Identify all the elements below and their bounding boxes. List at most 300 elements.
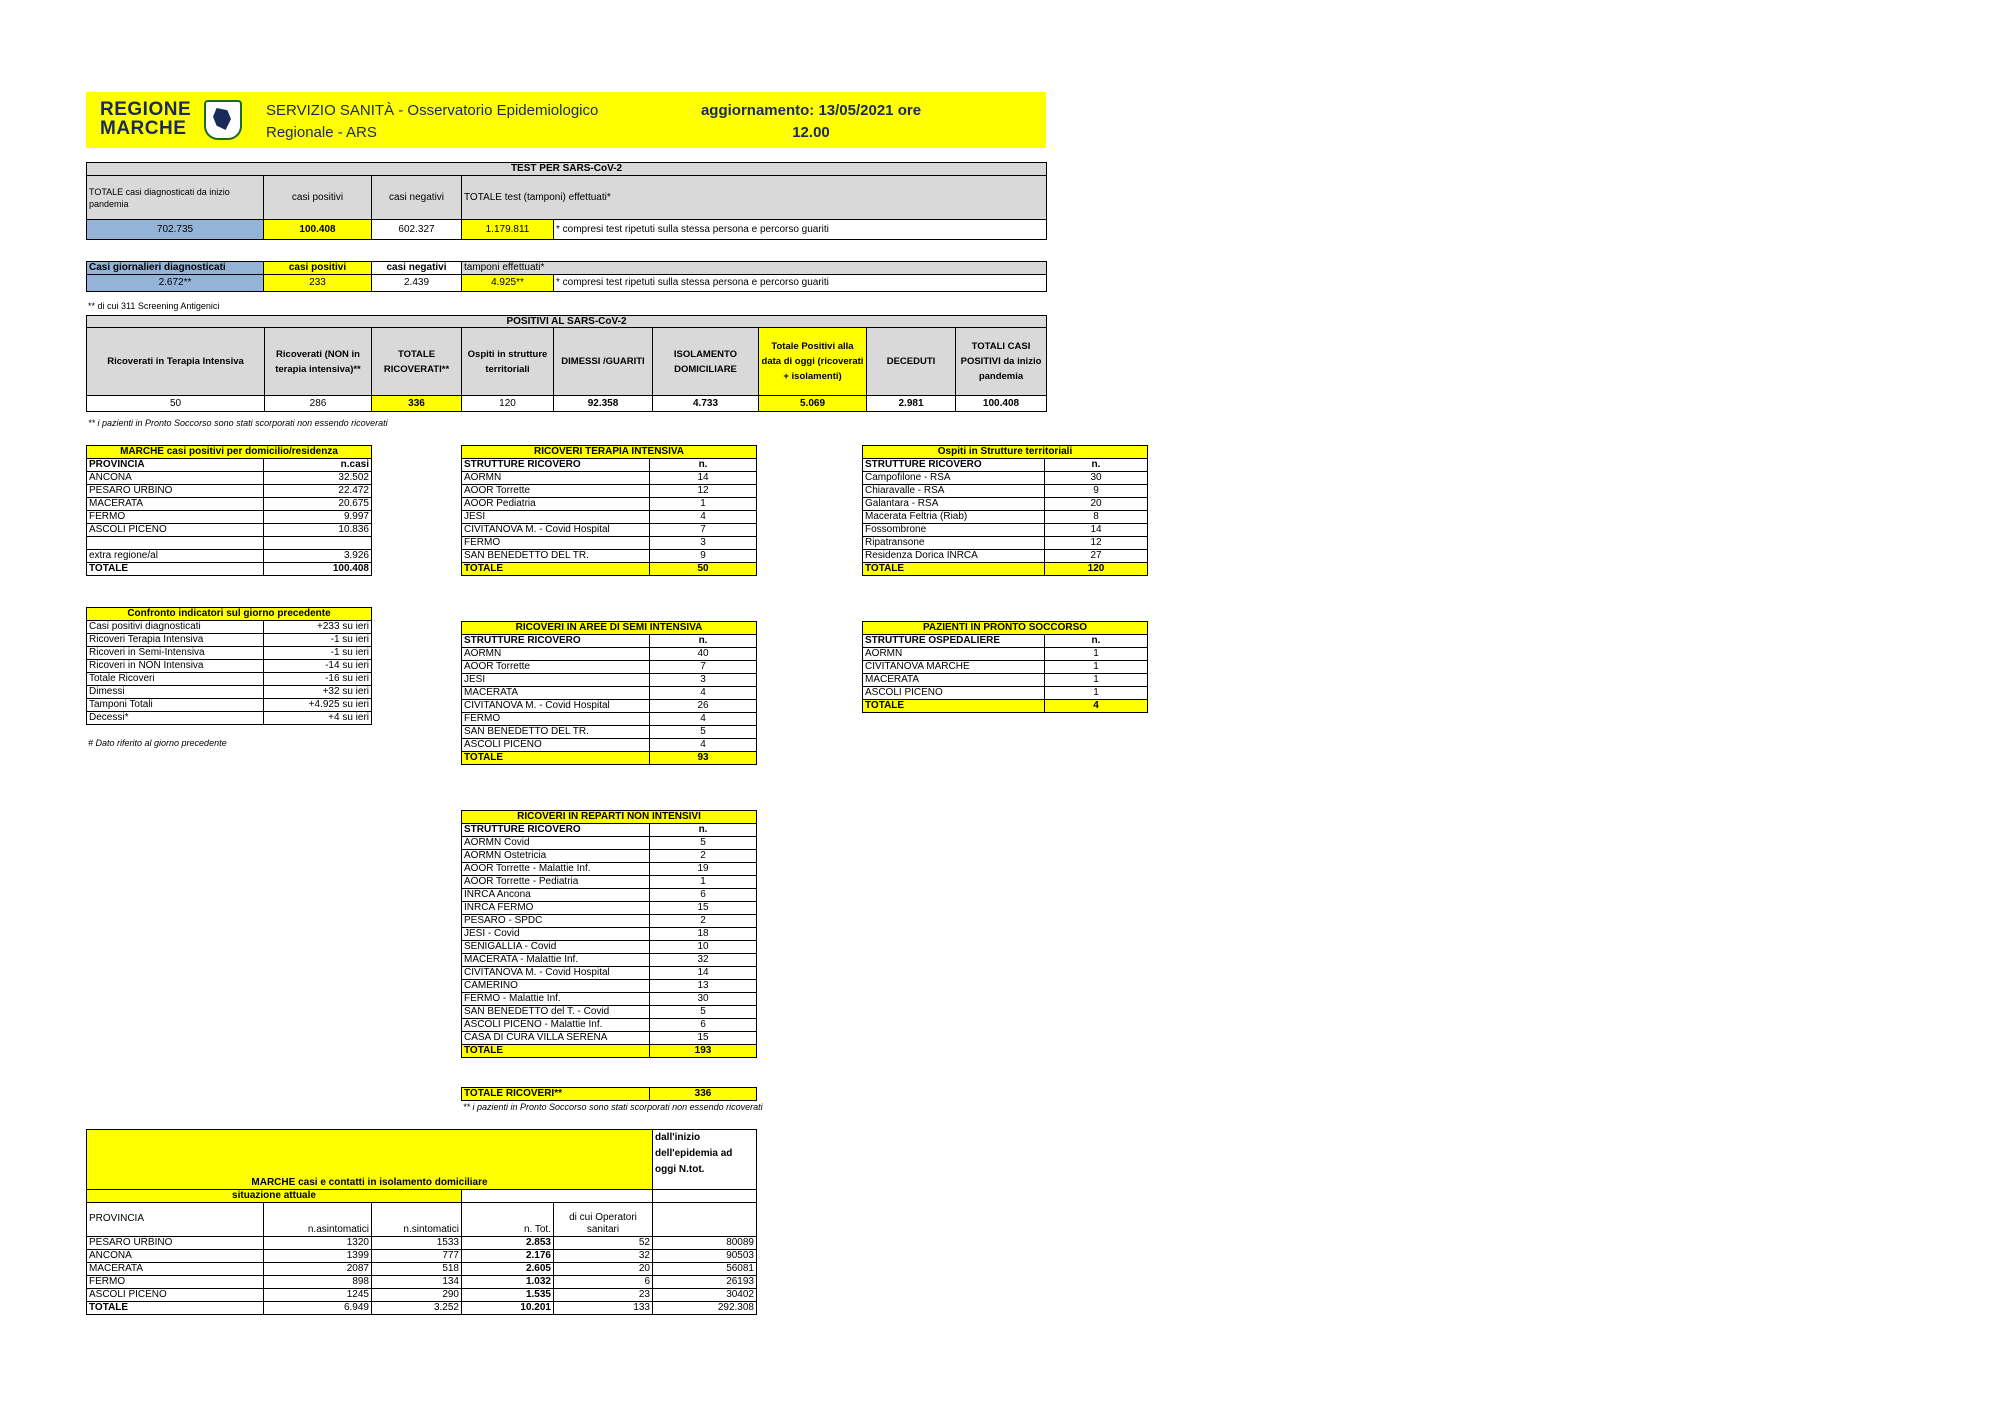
terapia-intensiva-title: RICOVERI TERAPIA INTENSIVA: [462, 446, 757, 459]
totale-ricoveri-value: 336: [650, 1088, 757, 1101]
confronto-row-value: -1 su ieri: [264, 647, 372, 660]
positivi-value: 286: [265, 396, 372, 412]
non-intensivi-row: [462, 980, 757, 993]
non-intensivi-row-name: INRCA Ancona: [462, 889, 650, 902]
non-intensivi-header-value: n.: [650, 824, 757, 837]
positivi-value: 5.069: [759, 396, 867, 412]
ospiti-row-value: 9: [1045, 485, 1148, 498]
pronto-soccorso-row-name: MACERATA: [863, 674, 1045, 687]
non-intensivi-row-value: 1: [650, 876, 757, 889]
non-intensivi-row: [462, 928, 757, 941]
terapia-intensiva-row: [462, 550, 757, 563]
isolamento-row: [87, 1275, 757, 1288]
ospiti-row: [863, 498, 1148, 511]
isolamento-total-row: [87, 1301, 757, 1314]
regione-marche-logo: REGIONE MARCHE: [100, 99, 192, 139]
isolamento-header: di cui Operatori sanitari: [554, 1202, 653, 1236]
semi-intensiva-row-name: CIVITANOVA M. - Covid Hospital: [462, 700, 650, 713]
terapia-intensiva-row-name: AOOR Torrette: [462, 485, 650, 498]
isolamento-cell: 290: [372, 1288, 462, 1301]
non-intensivi-row-name: AORMN Ostetricia: [462, 850, 650, 863]
province-row: [87, 498, 372, 511]
ospiti-row: [863, 550, 1148, 563]
non-intensivi-row: [462, 837, 757, 850]
ospiti-row-value: 12: [1045, 537, 1148, 550]
semi-intensiva-row-name: AOOR Torrette: [462, 661, 650, 674]
confronto-row-name: Tamponi Totali: [87, 699, 264, 712]
non-intensivi-row-name: INRCA FERMO: [462, 902, 650, 915]
positivi-value: 92.358: [554, 396, 653, 412]
semi-intensiva-row-value: 3: [650, 674, 757, 687]
terapia-intensiva-row-name: AORMN: [462, 472, 650, 485]
ospiti-row: [863, 485, 1148, 498]
isolamento-row: [87, 1236, 757, 1249]
semi-intensiva-row-value: 26: [650, 700, 757, 713]
non-intensivi-row: [462, 876, 757, 889]
confronto-row: [87, 647, 372, 660]
ospiti-row: [863, 511, 1148, 524]
positivi-value: 120: [462, 396, 554, 412]
pronto-soccorso-header-name: STRUTTURE OSPEDALIERE: [863, 635, 1045, 648]
terapia-intensiva-header-value: n.: [650, 459, 757, 472]
confronto-note: # Dato riferito al giorno precedente: [88, 738, 227, 748]
semi-intensiva-row: [462, 674, 757, 687]
confronto-row-value: +233 su ieri: [264, 621, 372, 634]
terapia-intensiva-row: [462, 472, 757, 485]
isolamento-header: n. Tot.: [462, 1202, 554, 1236]
semi-intensiva-row: [462, 726, 757, 739]
isolamento-cell: PESARO URBINO: [87, 1236, 264, 1249]
isolamento-title: MARCHE casi e contatti in isolamento domiciliare: [87, 1177, 653, 1190]
daily-table: [86, 261, 1047, 292]
non-intensivi-row: [462, 1006, 757, 1019]
isolamento-cell: 26193: [653, 1275, 757, 1288]
ospiti-title: Ospiti in Strutture territoriali: [863, 446, 1148, 459]
test-header-tamponi: TOTALE test (tamponi) effettuati*: [462, 176, 1047, 220]
province-row-value: 9.997: [264, 511, 372, 524]
province-row-name: extra regione/al: [87, 550, 264, 563]
regione-marche-emblem-icon: [204, 100, 242, 140]
semi-intensiva-row: [462, 700, 757, 713]
positivi-header: Totale Positivi alla data di oggi (ricoverati + isolamenti): [759, 328, 867, 396]
confronto-row: [87, 621, 372, 634]
non-intensivi-row-name: AOOR Torrette - Malattie Inf.: [462, 863, 650, 876]
isolamento-cell: ANCONA: [87, 1249, 264, 1262]
positivi-header: Ricoverati in Terapia Intensiva: [87, 328, 265, 396]
province-row: [87, 550, 372, 563]
ospiti-row-value: 30: [1045, 472, 1148, 485]
page-title: SERVIZIO SANITÀ - Osservatorio Epidemiologico Regionale - ARS: [266, 102, 599, 141]
ospiti-header-name: STRUTTURE RICOVERO: [863, 459, 1045, 472]
semi-intensiva-row-name: SAN BENEDETTO DEL TR.: [462, 726, 650, 739]
isolamento-total-cell: 292.308: [653, 1301, 757, 1314]
confronto-row-value: -1 su ieri: [264, 634, 372, 647]
terapia-intensiva-row-name: AOOR Pediatria: [462, 498, 650, 511]
semi-intensiva-row-value: 4: [650, 687, 757, 700]
confronto-row-value: +4.925 su ieri: [264, 699, 372, 712]
isolamento-row: [87, 1288, 757, 1301]
isolamento-cell: 2.605: [462, 1262, 554, 1275]
non-intensivi-row: [462, 915, 757, 928]
confronto-row-name: Decessi*: [87, 712, 264, 725]
isolamento-cell: 2.853: [462, 1236, 554, 1249]
test-title: TEST PER SARS-CoV-2: [87, 163, 1047, 176]
positivi-header: Ricoverati (NON in terapia intensiva)**: [265, 328, 372, 396]
semi-intensiva-title: RICOVERI IN AREE DI SEMI INTENSIVA: [462, 622, 757, 635]
isolamento-cell: 90503: [653, 1249, 757, 1262]
ospiti-row: [863, 537, 1148, 550]
isolamento-header: n.sintomatici: [372, 1202, 462, 1236]
confronto-title: Confronto indicatori sul giorno precedente: [87, 608, 372, 621]
isolamento-row: [87, 1249, 757, 1262]
pronto-soccorso-row-value: 1: [1045, 648, 1148, 661]
non-intensivi-row-value: 32: [650, 954, 757, 967]
non-intensivi-row-name: ASCOLI PICENO - Malattie Inf.: [462, 1019, 650, 1032]
non-intensivi-row-name: AOOR Torrette - Pediatria: [462, 876, 650, 889]
non-intensivi-row-value: 6: [650, 889, 757, 902]
province-row: [87, 485, 372, 498]
confronto-table: [86, 607, 372, 725]
ospiti-row-name: Ripatransone: [863, 537, 1045, 550]
confronto-row-value: -14 su ieri: [264, 660, 372, 673]
semi-intensiva-row-value: 40: [650, 648, 757, 661]
non-intensivi-title: RICOVERI IN REPARTI NON INTENSIVI: [462, 811, 757, 824]
non-intensivi-row: [462, 993, 757, 1006]
isolamento-cell: 777: [372, 1249, 462, 1262]
semi-intensiva-row-name: MACERATA: [462, 687, 650, 700]
isolamento-cell: 6: [554, 1275, 653, 1288]
pronto-soccorso-row-name: AORMN: [863, 648, 1045, 661]
terapia-intensiva-row-value: 12: [650, 485, 757, 498]
ospiti-row-value: 8: [1045, 511, 1148, 524]
positivi-header: DECEDUTI: [867, 328, 956, 396]
non-intensivi-row: [462, 850, 757, 863]
non-intensivi-row: [462, 863, 757, 876]
non-intensivi-row-value: 5: [650, 1006, 757, 1019]
positivi-value: 4.733: [653, 396, 759, 412]
terapia-intensiva-row-name: SAN BENEDETTO DEL TR.: [462, 550, 650, 563]
confronto-row-name: Dimessi: [87, 686, 264, 699]
ospiti-table: [862, 445, 1148, 576]
ospiti-row-name: Residenza Dorica INRCA: [863, 550, 1045, 563]
pronto-soccorso-row-name: ASCOLI PICENO: [863, 687, 1045, 700]
ospiti-row-name: Chiaravalle - RSA: [863, 485, 1045, 498]
non-intensivi-row-value: 14: [650, 967, 757, 980]
semi-intensiva-row-name: JESI: [462, 674, 650, 687]
confronto-row: [87, 686, 372, 699]
confronto-row-name: Ricoveri in Semi-Intensiva: [87, 647, 264, 660]
province-total-label: TOTALE: [87, 563, 264, 576]
totale-ricoveri-label: TOTALE RICOVERI**: [462, 1088, 650, 1101]
province-header-value: n.casi: [264, 459, 372, 472]
non-intensivi-row-name: AORMN Covid: [462, 837, 650, 850]
terapia-intensiva-row: [462, 537, 757, 550]
province-row-value: [264, 537, 372, 550]
isolamento-total-cell: 133: [554, 1301, 653, 1314]
isolamento-right-header: dall'inizio dell'epidemia ad oggi N.tot.: [653, 1130, 757, 1190]
isolamento-cell: 1.032: [462, 1275, 554, 1288]
test-header-negative: casi negativi: [372, 176, 462, 220]
terapia-intensiva-row-value: 9: [650, 550, 757, 563]
non-intensivi-row-name: FERMO - Malattie Inf.: [462, 993, 650, 1006]
semi-intensiva-row-name: ASCOLI PICENO: [462, 739, 650, 752]
province-table: [86, 445, 372, 576]
semi-intensiva-total-value: 93: [650, 752, 757, 765]
semi-intensiva-total-label: TOTALE: [462, 752, 650, 765]
isolamento-cell: FERMO: [87, 1275, 264, 1288]
ospiti-row: [863, 472, 1148, 485]
pronto-soccorso-row-value: 1: [1045, 687, 1148, 700]
terapia-intensiva-row-name: JESI: [462, 511, 650, 524]
ospiti-row-name: Campofilone - RSA: [863, 472, 1045, 485]
non-intensivi-row-name: CIVITANOVA M. - Covid Hospital: [462, 967, 650, 980]
non-intensivi-row-value: 2: [650, 850, 757, 863]
non-intensivi-row: [462, 967, 757, 980]
pronto-soccorso-total-label: TOTALE: [863, 700, 1045, 713]
semi-intensiva-row-value: 5: [650, 726, 757, 739]
confronto-row: [87, 634, 372, 647]
non-intensivi-table: [461, 810, 757, 1058]
semi-intensiva-row: [462, 661, 757, 674]
semi-intensiva-row: [462, 687, 757, 700]
terapia-intensiva-row-name: FERMO: [462, 537, 650, 550]
terapia-intensiva-row-name: CIVITANOVA M. - Covid Hospital: [462, 524, 650, 537]
daily-footnote: ** di cui 311 Screening Antigenici: [88, 301, 220, 311]
ospiti-row-name: Macerata Feltria (Riab): [863, 511, 1045, 524]
test-value-total: 702.735: [87, 220, 264, 240]
non-intensivi-row-value: 30: [650, 993, 757, 1006]
non-intensivi-row-value: 15: [650, 902, 757, 915]
isolamento-total-cell: 3.252: [372, 1301, 462, 1314]
confronto-row-name: Ricoveri Terapia Intensiva: [87, 634, 264, 647]
test-table: [86, 162, 1047, 240]
isolamento-total-cell: 6.949: [264, 1301, 372, 1314]
totale-ricoveri-note: ** i pazienti in Pronto Soccorso sono stati scorporati non essendo ricoverati: [463, 1102, 763, 1112]
confronto-row: [87, 660, 372, 673]
confronto-row-name: Ricoveri in NON Intensiva: [87, 660, 264, 673]
semi-intensiva-row: [462, 713, 757, 726]
non-intensivi-row: [462, 954, 757, 967]
isolamento-cell: 518: [372, 1262, 462, 1275]
ospiti-row-value: 27: [1045, 550, 1148, 563]
non-intensivi-total-value: 193: [650, 1045, 757, 1058]
province-row-value: 22.472: [264, 485, 372, 498]
pronto-soccorso-row: [863, 661, 1148, 674]
province-row: [87, 537, 372, 550]
test-value-tamponi: 1.179.811: [462, 220, 554, 240]
ospiti-row-name: Fossombrone: [863, 524, 1045, 537]
positivi-header: Ospiti in strutture territoriali: [462, 328, 554, 396]
terapia-intensiva-row-value: 14: [650, 472, 757, 485]
pronto-soccorso-row-value: 1: [1045, 674, 1148, 687]
non-intensivi-header-name: STRUTTURE RICOVERO: [462, 824, 650, 837]
positivi-header: ISOLAMENTO DOMICILIARE: [653, 328, 759, 396]
non-intensivi-row-name: SAN BENEDETTO del T. - Covid: [462, 1006, 650, 1019]
daily-value-tamponi: 4.925**: [462, 275, 554, 292]
pronto-soccorso-row-value: 1: [1045, 661, 1148, 674]
terapia-intensiva-row-value: 1: [650, 498, 757, 511]
non-intensivi-row-name: MACERATA - Malattie Inf.: [462, 954, 650, 967]
isolamento-cell: 52: [554, 1236, 653, 1249]
non-intensivi-row-name: CAMERINO: [462, 980, 650, 993]
isolamento-cell: 1533: [372, 1236, 462, 1249]
positivi-value: 50: [87, 396, 265, 412]
ospiti-row-value: 14: [1045, 524, 1148, 537]
ospiti-total-value: 120: [1045, 563, 1148, 576]
semi-intensiva-row-name: FERMO: [462, 713, 650, 726]
isolamento-cell: 56081: [653, 1262, 757, 1275]
pronto-soccorso-row: [863, 674, 1148, 687]
non-intensivi-row-value: 5: [650, 837, 757, 850]
non-intensivi-row: [462, 902, 757, 915]
positivi-header: TOTALI CASI POSITIVI da inizio pandemia: [956, 328, 1047, 396]
province-row-name: FERMO: [87, 511, 264, 524]
non-intensivi-row-value: 13: [650, 980, 757, 993]
confronto-row-name: Casi positivi diagnosticati: [87, 621, 264, 634]
test-value-positive: 100.408: [264, 220, 372, 240]
daily-value-negative: 2.439: [372, 275, 462, 292]
positivi-value: 336: [372, 396, 462, 412]
province-row: [87, 524, 372, 537]
test-value-negative: 602.327: [372, 220, 462, 240]
pronto-soccorso-row: [863, 687, 1148, 700]
positivi-header: TOTALE RICOVERATI**: [372, 328, 462, 396]
confronto-row-value: +4 su ieri: [264, 712, 372, 725]
non-intensivi-row-value: 15: [650, 1032, 757, 1045]
daily-header-positive: casi positivi: [264, 262, 372, 275]
terapia-intensiva-row-value: 4: [650, 511, 757, 524]
isolamento-header: PROVINCIA: [87, 1202, 264, 1236]
non-intensivi-row: [462, 1032, 757, 1045]
isolamento-total-cell: TOTALE: [87, 1301, 264, 1314]
province-title: MARCHE casi positivi per domicilio/residenza: [87, 446, 372, 459]
confronto-row-value: +32 su ieri: [264, 686, 372, 699]
isolamento-cell: 1320: [264, 1236, 372, 1249]
positivi-value: 2.981: [867, 396, 956, 412]
terapia-intensiva-row: [462, 498, 757, 511]
isolamento-cell: 30402: [653, 1288, 757, 1301]
semi-intensiva-row: [462, 739, 757, 752]
test-note: * compresi test ripetuti sulla stessa persona e percorso guariti: [554, 220, 1047, 240]
confronto-row: [87, 699, 372, 712]
confronto-row-value: -16 su ieri: [264, 673, 372, 686]
non-intensivi-row: [462, 941, 757, 954]
isolamento-cell: 898: [264, 1275, 372, 1288]
daily-header-tamponi: tamponi effettuati*: [462, 262, 1047, 275]
province-row-value: 20.675: [264, 498, 372, 511]
province-row: [87, 511, 372, 524]
non-intensivi-row: [462, 889, 757, 902]
test-header-positive: casi positivi: [264, 176, 372, 220]
isolamento-cell: 1399: [264, 1249, 372, 1262]
positivi-header: DIMESSI /GUARITI: [554, 328, 653, 396]
ospiti-row-name: Galantara - RSA: [863, 498, 1045, 511]
semi-intensiva-header-value: n.: [650, 635, 757, 648]
non-intensivi-row-value: 19: [650, 863, 757, 876]
non-intensivi-row: [462, 1019, 757, 1032]
isolamento-header: [653, 1202, 757, 1236]
isolamento-table: [86, 1129, 757, 1315]
province-header-name: PROVINCIA: [87, 459, 264, 472]
daily-value-positive: 233: [264, 275, 372, 292]
province-row-value: 32.502: [264, 472, 372, 485]
isolamento-cell: 80089: [653, 1236, 757, 1249]
pronto-soccorso-row: [863, 648, 1148, 661]
ospiti-row: [863, 524, 1148, 537]
isolamento-cell: 20: [554, 1262, 653, 1275]
daily-header-negative: casi negativi: [372, 262, 462, 275]
isolamento-subtitle: situazione attuale: [87, 1189, 462, 1202]
isolamento-cell: 134: [372, 1275, 462, 1288]
update-date: aggiornamento: 13/05/2021 ore 12.00: [700, 102, 922, 141]
province-row-name: ASCOLI PICENO: [87, 524, 264, 537]
province-row: [87, 472, 372, 485]
ospiti-header-value: n.: [1045, 459, 1148, 472]
terapia-intensiva-table: [461, 445, 757, 576]
positivi-note: ** i pazienti in Pronto Soccorso sono stati scorporati non essendo ricoverati: [88, 418, 388, 428]
province-row-name: PESARO URBINO: [87, 485, 264, 498]
non-intensivi-row-value: 18: [650, 928, 757, 941]
daily-value-total: 2.672**: [87, 275, 264, 292]
terapia-intensiva-row-value: 3: [650, 537, 757, 550]
non-intensivi-row-value: 10: [650, 941, 757, 954]
province-row-name: [87, 537, 264, 550]
province-total-value: 100.408: [264, 563, 372, 576]
non-intensivi-row-value: 6: [650, 1019, 757, 1032]
isolamento-cell: 1.535: [462, 1288, 554, 1301]
non-intensivi-row-value: 2: [650, 915, 757, 928]
isolamento-cell: 1245: [264, 1288, 372, 1301]
semi-intensiva-row: [462, 648, 757, 661]
semi-intensiva-row-value: 4: [650, 713, 757, 726]
pronto-soccorso-title: PAZIENTI IN PRONTO SOCCORSO: [863, 622, 1148, 635]
province-row-name: ANCONA: [87, 472, 264, 485]
non-intensivi-row-name: CASA DI CURA VILLA SERENA: [462, 1032, 650, 1045]
isolamento-cell: 32: [554, 1249, 653, 1262]
non-intensivi-row-name: JESI - Covid: [462, 928, 650, 941]
terapia-intensiva-total-label: TOTALE: [462, 563, 650, 576]
terapia-intensiva-row: [462, 511, 757, 524]
positivi-table: [86, 315, 1047, 412]
terapia-intensiva-row: [462, 485, 757, 498]
semi-intensiva-row-value: 7: [650, 661, 757, 674]
isolamento-cell: MACERATA: [87, 1262, 264, 1275]
non-intensivi-row-name: PESARO - SPDC: [462, 915, 650, 928]
semi-intensiva-header-name: STRUTTURE RICOVERO: [462, 635, 650, 648]
confronto-row: [87, 673, 372, 686]
non-intensivi-total-label: TOTALE: [462, 1045, 650, 1058]
semi-intensiva-table: [461, 621, 757, 765]
pronto-soccorso-total-value: 4: [1045, 700, 1148, 713]
pronto-soccorso-row-name: CIVITANOVA MARCHE: [863, 661, 1045, 674]
province-row-value: 10.836: [264, 524, 372, 537]
daily-note: * compresi test ripetuti sulla stessa persona e percorso guariti: [554, 275, 1047, 292]
semi-intensiva-row-value: 4: [650, 739, 757, 752]
terapia-intensiva-header-name: STRUTTURE RICOVERO: [462, 459, 650, 472]
non-intensivi-row-name: SENIGALLIA - Covid: [462, 941, 650, 954]
positivi-value: 100.408: [956, 396, 1047, 412]
totale-ricoveri-table: [461, 1087, 757, 1101]
terapia-intensiva-total-value: 50: [650, 563, 757, 576]
isolamento-cell: 2087: [264, 1262, 372, 1275]
isolamento-cell: ASCOLI PICENO: [87, 1288, 264, 1301]
isolamento-cell: 23: [554, 1288, 653, 1301]
ospiti-total-label: TOTALE: [863, 563, 1045, 576]
isolamento-header: n.asintomatici: [264, 1202, 372, 1236]
confronto-row-name: Totale Ricoveri: [87, 673, 264, 686]
daily-header-total: Casi giornalieri diagnosticati: [87, 262, 264, 275]
terapia-intensiva-row: [462, 524, 757, 537]
